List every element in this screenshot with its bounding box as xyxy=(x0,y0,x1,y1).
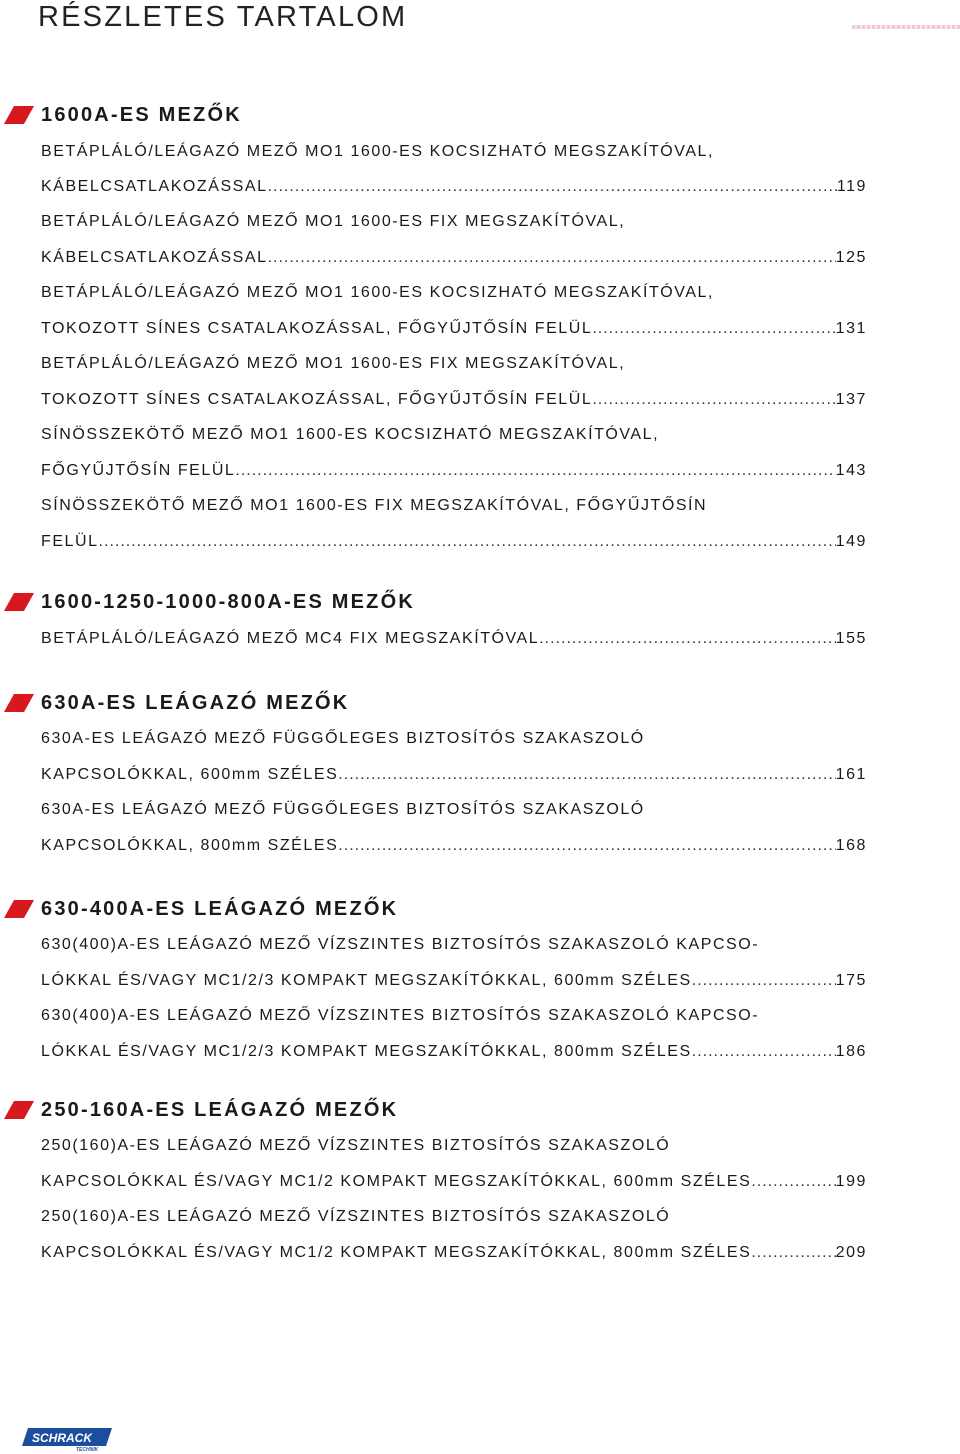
section-bullet-icon xyxy=(4,593,34,611)
toc-entry-line1: 250(160)A-ES LEÁGAZÓ MEZŐ VÍZSZINTES BIZTOSÍTÓS SZAKASZOLÓ xyxy=(41,1208,671,1225)
page-number: 119 xyxy=(836,178,867,195)
toc-entry-link[interactable]: BETÁPLÁLÓ/LEÁGAZÓ MEZŐ MC4 FIX MEGSZAKÍTÓVAL ..... 155 xyxy=(41,629,867,649)
toc-entry-link[interactable]: FELÜL ..... 149 xyxy=(41,532,867,552)
page-number: 168 xyxy=(835,837,867,854)
page-number: 125 xyxy=(835,249,867,266)
corner-decoration xyxy=(852,25,960,29)
page-number: 155 xyxy=(835,630,867,647)
section-heading: 1600-1250-1000-800A-ES MEZŐK xyxy=(41,591,415,613)
toc-entry-line1: 630(400)A-ES LEÁGAZÓ MEZŐ VÍZSZINTES BIZTOSÍTÓS SZAKASZOLÓ KAPCSO- xyxy=(41,1007,760,1024)
page-number: 209 xyxy=(835,1244,867,1261)
logo-subtext: TECHNIK xyxy=(76,1447,99,1452)
schrack-logo-icon xyxy=(22,1426,112,1452)
toc-entry-line1: 250(160)A-ES LEÁGAZÓ MEZŐ VÍZSZINTES BIZTOSÍTÓS SZAKASZOLÓ xyxy=(41,1137,671,1154)
section-bullet-icon xyxy=(4,106,34,124)
toc-entry-line1: SÍNÖSSZEKÖTŐ MEZŐ MO1 1600-ES KOCSIZHATÓ MEGSZAKÍTÓVAL, xyxy=(41,426,660,443)
toc-entry-link[interactable]: FŐGYŰJTŐSÍN FELÜL ..... 143 xyxy=(41,461,867,481)
logo-text: SCHRACK xyxy=(32,1431,92,1445)
page-number: 175 xyxy=(835,972,867,989)
toc-entry-line1: 630A-ES LEÁGAZÓ MEZŐ FÜGGŐLEGES BIZTOSÍTÓS SZAKASZOLÓ xyxy=(41,801,645,818)
page-title: RÉSZLETES TARTALOM xyxy=(38,1,408,33)
toc-entry-link[interactable]: LÓKKAL ÉS/VAGY MC1/2/3 KOMPAKT MEGSZAKÍTÓKKAL, 800mm SZÉLES ..... 186 xyxy=(41,1042,867,1062)
toc-entry-line1: BETÁPLÁLÓ/LEÁGAZÓ MEZŐ MO1 1600-ES KOCSIZHATÓ MEGSZAKÍTÓVAL, xyxy=(41,284,714,301)
page-number: 131 xyxy=(835,320,867,337)
toc-entry-link[interactable]: TOKOZOTT SÍNES CSATALAKOZÁSSAL, FŐGYŰJTŐSÍN FELÜL ..... 137 xyxy=(41,390,867,410)
toc-entry-link[interactable]: KAPCSOLÓKKAL, 800mm SZÉLES ..... 168 xyxy=(41,836,867,856)
section-bullet-icon xyxy=(4,1101,34,1119)
toc-entry-line1: SÍNÖSSZEKÖTŐ MEZŐ MO1 1600-ES FIX MEGSZAKÍTÓVAL, FŐGYŰJTŐSÍN xyxy=(41,497,708,514)
section-bullet-icon xyxy=(4,694,34,712)
toc-entry-line1: 630(400)A-ES LEÁGAZÓ MEZŐ VÍZSZINTES BIZTOSÍTÓS SZAKASZOLÓ KAPCSO- xyxy=(41,936,760,953)
section-heading: 1600A-ES MEZŐK xyxy=(41,104,242,126)
section-bullet-icon xyxy=(4,900,34,918)
toc-entry-link[interactable]: KAPCSOLÓKKAL ÉS/VAGY MC1/2 KOMPAKT MEGSZAKÍTÓKKAL, 800mm SZÉLES ..... 209 xyxy=(41,1243,867,1263)
page-number: 199 xyxy=(835,1173,867,1190)
toc-entry-line1: BETÁPLÁLÓ/LEÁGAZÓ MEZŐ MO1 1600-ES KOCSIZHATÓ MEGSZAKÍTÓVAL, xyxy=(41,143,714,160)
toc-entry-link[interactable]: KÁBELCSATLAKOZÁSSAL ..... 125 xyxy=(41,248,867,268)
toc-entry-link[interactable]: LÓKKAL ÉS/VAGY MC1/2/3 KOMPAKT MEGSZAKÍTÓKKAL, 600mm SZÉLES ..... 175 xyxy=(41,971,867,991)
page-number: 137 xyxy=(835,391,867,408)
page-number: 149 xyxy=(835,533,867,550)
page-number: 143 xyxy=(835,462,867,479)
page-number: 161 xyxy=(835,766,867,783)
toc-entry-line1: 630A-ES LEÁGAZÓ MEZŐ FÜGGŐLEGES BIZTOSÍTÓS SZAKASZOLÓ xyxy=(41,730,645,747)
toc-entry-link[interactable]: TOKOZOTT SÍNES CSATALAKOZÁSSAL, FŐGYŰJTŐSÍN FELÜL ..... 131 xyxy=(41,319,867,339)
page-number: 186 xyxy=(835,1043,867,1060)
section-heading: 630-400A-ES LEÁGAZÓ MEZŐK xyxy=(41,898,399,920)
toc-entry-line1: BETÁPLÁLÓ/LEÁGAZÓ MEZŐ MO1 1600-ES FIX MEGSZAKÍTÓVAL, xyxy=(41,213,626,230)
toc-entry-link[interactable]: KAPCSOLÓKKAL, 600mm SZÉLES ..... 161 xyxy=(41,765,867,785)
section-heading: 630A-ES LEÁGAZÓ MEZŐK xyxy=(41,692,350,714)
section-heading: 250-160A-ES LEÁGAZÓ MEZŐK xyxy=(41,1099,399,1121)
toc-entry-link[interactable]: KAPCSOLÓKKAL ÉS/VAGY MC1/2 KOMPAKT MEGSZAKÍTÓKKAL, 600mm SZÉLES ..... 199 xyxy=(41,1172,867,1192)
toc-entry-link[interactable]: KÁBELCSATLAKOZÁSSAL ..... 119 xyxy=(41,177,867,197)
toc-entry-line1: BETÁPLÁLÓ/LEÁGAZÓ MEZŐ MO1 1600-ES FIX MEGSZAKÍTÓVAL, xyxy=(41,355,626,372)
